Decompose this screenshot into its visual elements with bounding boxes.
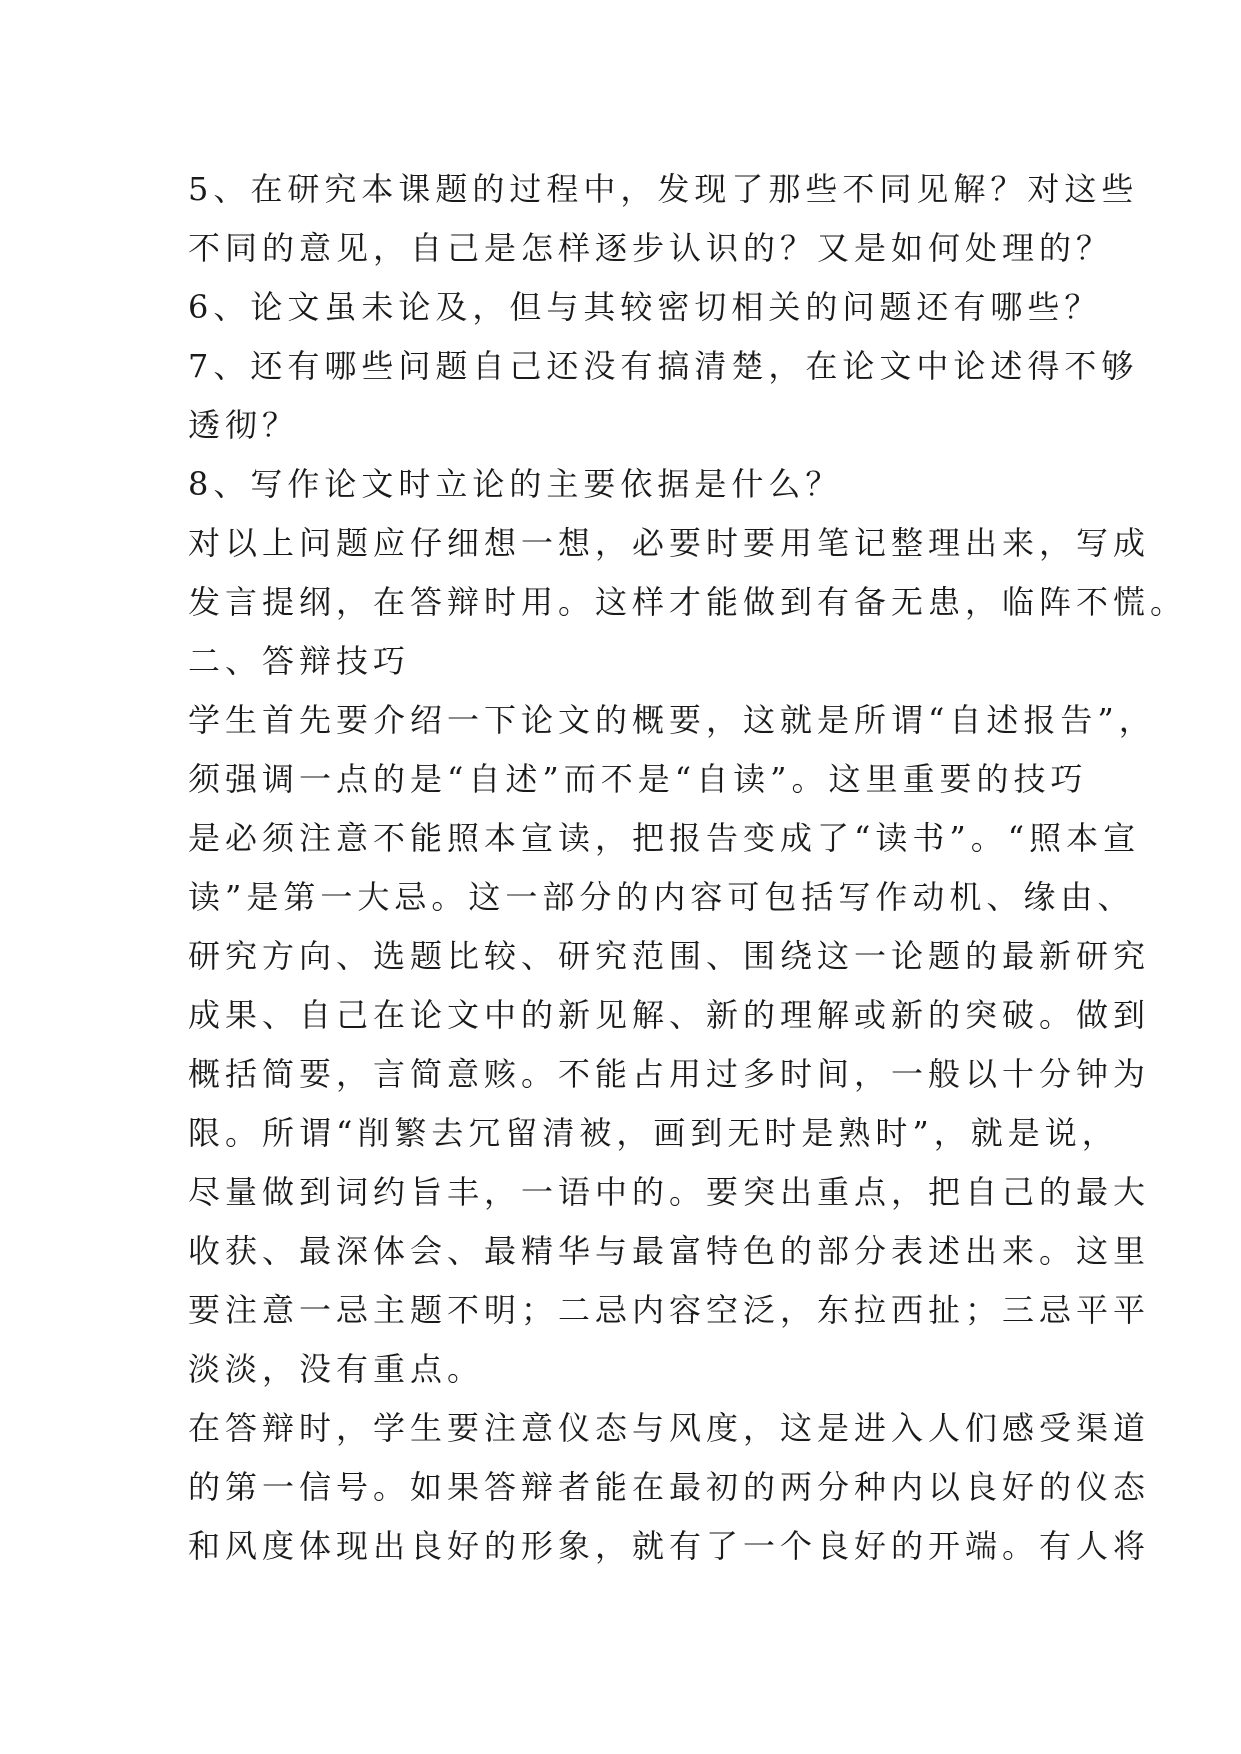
text-line: 读”是第一大忌。这一部分的内容可包括写作动机、缘由、 [188,878,1135,916]
text-line: 研究方向、选题比较、研究范围、围绕这一论题的最新研究 [188,937,1151,975]
text-line: 对以上问题应仔细想一想，必要时要用笔记整理出来，写成 [188,524,1151,562]
text-line: 和风度体现出良好的形象，就有了一个良好的开端。有人将 [188,1527,1151,1565]
text-line: 6、论文虽未论及，但与其较密切相关的问题还有哪些？ [188,288,1102,326]
document-body [188,160,1188,1576]
text-line: 淡淡，没有重点。 [188,1350,485,1388]
text-line: 成果、自己在论文中的新见解、新的理解或新的突破。做到 [188,996,1151,1034]
text-line: 透彻？ [188,406,300,444]
text-line: 7、还有哪些问题自己还没有搞清楚，在论文中论述得不够 [188,347,1139,385]
text-line: 限。所谓“削繁去冗留清被，画到无时是熟时”，就是说， [188,1114,1119,1152]
text-line: 收获、最深体会、最精华与最富特色的部分表述出来。这里 [188,1232,1151,1270]
text-line: 的第一信号。如果答辩者能在最初的两分种内以良好的仪态 [188,1468,1151,1506]
text-line: 是必须注意不能照本宣读，把报告变成了“读书”。“照本宣 [188,819,1141,857]
section-heading: 二、答辩技巧 [188,642,411,680]
text-line: 学生首先要介绍一下论文的概要，这就是所谓“自述报告”， [188,701,1156,739]
text-line: 5、在研究本课题的过程中，发现了那些不同见解？对这些 [188,170,1139,208]
text-line: 发言提纲，在答辩时用。这样才能做到有备无患，临阵不慌。 [188,583,1188,621]
text-line: 在答辩时，学生要注意仪态与风度，这是进入人们感受渠道 [188,1409,1151,1447]
text-line: 概括简要，言简意赅。不能占用过多时间，一般以十分钟为 [188,1055,1151,1093]
text-line: 尽量做到词约旨丰，一语中的。要突出重点，把自己的最大 [188,1173,1151,1211]
text-line: 不同的意见，自己是怎样逐步认识的？又是如何处理的？ [188,229,1114,267]
text-line: 8、写作论文时立论的主要依据是什么？ [188,465,843,503]
text-line: 须强调一点的是“自述”而不是“自读”。这里重要的技巧 [188,760,1088,798]
text-line: 要注意一忌主题不明；二忌内容空泛，东拉西扯；三忌平平 [188,1291,1151,1329]
